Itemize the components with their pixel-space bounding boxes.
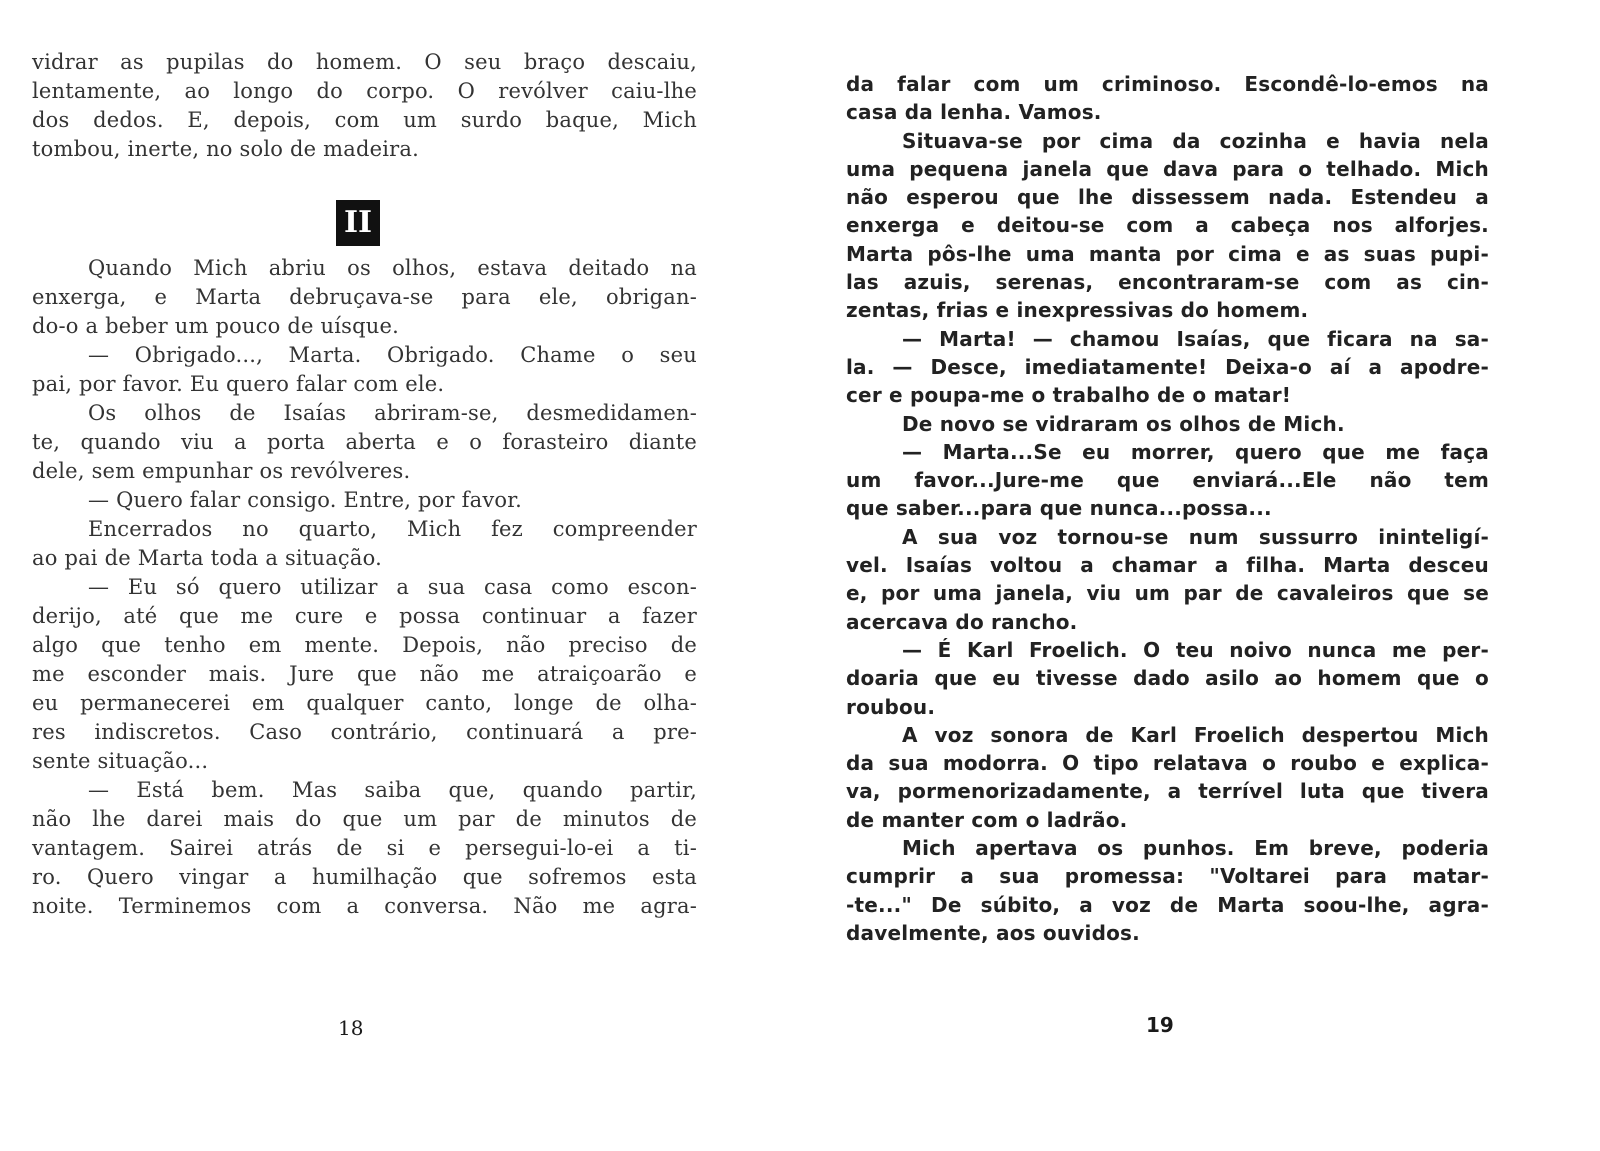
text-line: las azuis, serenas, encontraram-se com as cin- bbox=[846, 270, 1489, 295]
text-line: lentamente, ao longo do corpo. O revólver caiu-lhe bbox=[32, 79, 697, 103]
text-line: enxerga, e Marta debruçava-se para ele, obrigan- bbox=[32, 285, 697, 309]
text-line: que saber...para que nunca...possa... bbox=[846, 496, 1272, 521]
text-line: uma pequena janela que dava para o telhado. Mich bbox=[846, 156, 1489, 181]
text-line: — Obrigado..., Marta. Obrigado. Chame o seu bbox=[88, 343, 697, 367]
text-line: não lhe darei mais do que um par de minutos de bbox=[32, 807, 697, 831]
text-line: la. — Desce, imediatamente! Deixa-o aí a apodre- bbox=[846, 354, 1489, 379]
text-line: de manter com o ladrão. bbox=[846, 807, 1128, 832]
text-line: Encerrados no quarto, Mich fez compreender bbox=[88, 517, 697, 541]
text-line: algo que tenho em mente. Depois, não preciso de bbox=[32, 633, 697, 657]
text-line: davelmente, aos ouvidos. bbox=[846, 920, 1140, 945]
text-line: — Eu só quero utilizar a sua casa como escon- bbox=[88, 575, 697, 599]
text-line: Os olhos de Isaías abriram-se, desmedidamen- bbox=[88, 401, 697, 425]
text-line: Marta pôs-lhe uma manta por cima e as suas pupi- bbox=[846, 241, 1489, 266]
text-line: não esperou que lhe dissessem nada. Estendeu a bbox=[846, 185, 1489, 210]
right-page-body bbox=[846, 70, 1489, 947]
text-line: do-o a beber um pouco de uísque. bbox=[32, 314, 399, 338]
text-line: — É Karl Froelich. O teu noivo nunca me per- bbox=[902, 637, 1489, 662]
chapter-mark: II bbox=[336, 200, 380, 246]
text-line: um favor...Jure-me que enviará...Ele não tem bbox=[846, 468, 1489, 493]
text-line: derijo, até que me cure e possa continuar a fazer bbox=[32, 604, 697, 628]
text-line: roubou. bbox=[846, 694, 936, 719]
text-line: — Marta! — chamou Isaías, que ficara na sa- bbox=[902, 326, 1489, 351]
text-line: -te..." De súbito, a voz de Marta soou-lhe, agra- bbox=[846, 892, 1489, 917]
text-line: pai, por favor. Eu quero falar com ele. bbox=[32, 372, 445, 396]
page-number-left: 18 bbox=[338, 1016, 364, 1040]
right-page bbox=[846, 70, 1489, 947]
text-line: vidrar as pupilas do homem. O seu braço descaiu, bbox=[32, 50, 697, 74]
text-line: dos dedos. E, depois, com um surdo baque, Mich bbox=[32, 108, 697, 132]
text-line: tombou, inerte, no solo de madeira. bbox=[32, 137, 419, 161]
text-line: cumprir a sua promessa: "Voltarei para matar- bbox=[846, 864, 1489, 889]
text-line: A sua voz tornou-se num sussurro ininteligí- bbox=[902, 524, 1489, 549]
text-line: casa da lenha. Vamos. bbox=[846, 100, 1102, 125]
text-line: da sua modorra. O tipo relatava o roubo e explica- bbox=[846, 751, 1489, 776]
text-line: dele, sem empunhar os revólveres. bbox=[32, 459, 411, 483]
left-page bbox=[32, 48, 697, 921]
text-line: eu permanecerei em qualquer canto, longe de olha- bbox=[32, 691, 697, 715]
text-line: noite. Terminemos com a conversa. Não me agra- bbox=[32, 894, 697, 918]
left-page-top-paragraph bbox=[32, 48, 697, 164]
text-line: — Está bem. Mas saiba que, quando partir, bbox=[88, 778, 697, 802]
text-line: ro. Quero vingar a humilhação que sofremos esta bbox=[32, 865, 697, 889]
text-line: acercava do rancho. bbox=[846, 609, 1078, 634]
text-line: sente situação... bbox=[32, 749, 209, 773]
text-line: Situava-se por cima da cozinha e havia nela bbox=[902, 128, 1489, 153]
text-line: res indiscretos. Caso contrário, continuará a pre- bbox=[32, 720, 697, 744]
text-line: va, pormenorizadamente, a terrível luta que tivera bbox=[846, 779, 1489, 804]
text-line: — Quero falar consigo. Entre, por favor. bbox=[88, 488, 523, 512]
text-line: Quando Mich abriu os olhos, estava deitado na bbox=[88, 256, 697, 280]
text-line: — Marta...Se eu morrer, quero que me faça bbox=[902, 439, 1489, 464]
text-line: ao pai de Marta toda a situação. bbox=[32, 546, 382, 570]
text-line: me esconder mais. Jure que não me atraiçoarão e bbox=[32, 662, 697, 686]
text-line: e, por uma janela, viu um par de cavaleiros que se bbox=[846, 581, 1489, 606]
text-line: te, quando viu a porta aberta e o forasteiro diante bbox=[32, 430, 697, 454]
text-line: da falar com um criminoso. Escondê-lo-emos na bbox=[846, 72, 1489, 96]
page-number-right: 19 bbox=[1146, 1013, 1174, 1037]
text-line: zentas, frias e inexpressivas do homem. bbox=[846, 298, 1309, 323]
text-line: De novo se vidraram os olhos de Mich. bbox=[902, 411, 1345, 436]
text-line: vantagem. Sairei atrás de si e persegui-lo-ei a ti- bbox=[32, 836, 697, 860]
left-page-body bbox=[32, 254, 697, 921]
text-line: Mich apertava os punhos. Em breve, poderia bbox=[902, 836, 1489, 861]
text-line: cer e poupa-me o trabalho de o matar! bbox=[846, 383, 1292, 408]
text-line: vel. Isaías voltou a chamar a filha. Marta desceu bbox=[846, 553, 1489, 578]
text-line: A voz sonora de Karl Froelich despertou Mich bbox=[902, 722, 1489, 747]
text-line: doaria que eu tivesse dado asilo ao homem que o bbox=[846, 666, 1489, 691]
text-line: enxerga e deitou-se com a cabeça nos alforjes. bbox=[846, 213, 1489, 238]
